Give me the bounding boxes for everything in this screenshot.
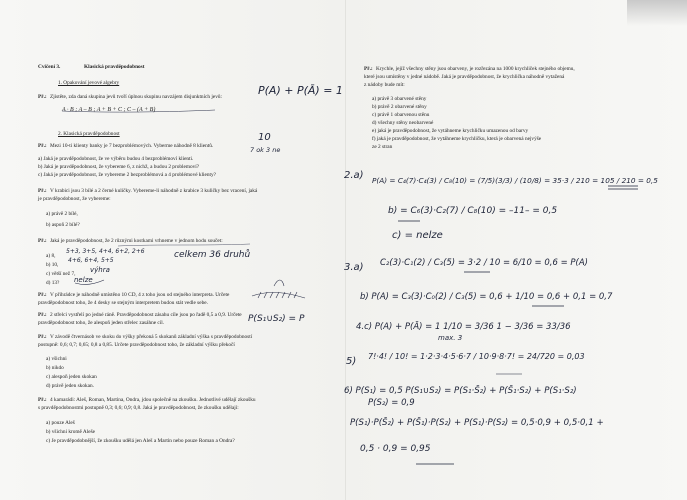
hw-6b: P(S₂) = 0,9 bbox=[368, 398, 415, 408]
problem-2-label: Př.: bbox=[38, 143, 47, 149]
problem-9-text-2: které jsou umístěny v jedné nádobě. Jaká je pravděpodobnost, že krychlička náhodně vytažená bbox=[364, 74, 565, 80]
right-ink-marks bbox=[346, 0, 687, 500]
hw-4c: 4.c) P(A) + P(Ā) = 1 1/10 = 3/36 1 − 3/36 = 33/36 bbox=[356, 322, 571, 332]
exercise-title: Cvičení 3. bbox=[38, 64, 61, 70]
problem-3-label: Př.: bbox=[38, 188, 47, 194]
problem-2-text: Mezi 10-ti klienty banky je 7 bezproblémových. Vyberme náhodně 8 klientů. bbox=[50, 143, 214, 149]
exercise-subtitle: Klasická pravděpodobnost bbox=[84, 64, 145, 70]
problem-2-question-c: c) Jaká je pravděpodobnost, že vybereme 2 bezproblémová a 4 problémové klienty? bbox=[38, 172, 216, 178]
handwritten-p4-note: celkem 36 druhů bbox=[174, 250, 251, 260]
problem-8-text-2: s pravděpodobnostmi postupně 0,3; 0,6; 0,9; 0,8. Jaká je pravděpodobnost, že zkoušku udělají: bbox=[38, 405, 239, 411]
problem-3-question-b: b) aspoň 2 bílé? bbox=[46, 222, 80, 228]
problem-7-question-b: b) nikdo bbox=[46, 365, 64, 371]
problem-7-label: Př.: bbox=[38, 334, 47, 340]
problem-7-question-d: d) právě jeden skokan. bbox=[46, 383, 94, 389]
problem-5-text-2: pravděpodobnost toho, že 4 desky se stejným interpretem budou stát vedle sebe. bbox=[38, 300, 208, 306]
hw-5-label: 5) bbox=[346, 356, 357, 367]
problem-3-question-a: a) právě 2 bílé, bbox=[46, 211, 78, 217]
problem-9-text-1: Krychle, jejíž všechny stěny jsou obarveny, je rozřezána na 1000 krychliček stejného objemu, bbox=[376, 66, 575, 72]
hw-6: 6) P(S₁) = 0,5 P(S₁∪S₂) = P(S₁·S̄₂) + P(S̄₁·S₂) + P(S₁·S₂) bbox=[344, 386, 577, 396]
handwritten-p4c: výhra bbox=[90, 266, 110, 274]
problem-7-question-c: c) alespoň jeden skokan bbox=[46, 374, 97, 380]
hw-2a-label: 2.a) bbox=[344, 170, 364, 181]
hw-2c: c) = nelze bbox=[392, 230, 443, 241]
problem-4-question-d: d) 13? bbox=[46, 280, 60, 286]
hw-6c: P(S₁)·P(S̄₂) + P(S̄₁)·P(S₂) + P(S₁)·P(S₂) = 0,5·0,9 + 0,5·0,1 + bbox=[350, 418, 604, 428]
problem-1-text: Zjistěte, zda daná skupina jevů tvoří úplnou skupinu navzájem disjunktních jevů: bbox=[50, 94, 222, 100]
problem-1-formula: A · B ; A – B ; A + B + C ; C – (A + B) bbox=[62, 107, 156, 113]
hw-5: 7!·4! / 10! = 1·2·3·4·5·6·7 / 10·9·8·7! = 24/720 = 0,03 bbox=[368, 352, 585, 361]
problem-7-text-2: postupně: 0,6; 0,7; 0,65; 0,8 a 0,85. Určete pravděpodobnost toho, že základní výšku překočí bbox=[38, 342, 235, 348]
problem-9-question-f-cont: ze 2 stran bbox=[372, 144, 393, 150]
handwritten-p4d: nelze bbox=[74, 276, 93, 284]
problem-6-label: Př.: bbox=[38, 312, 47, 318]
right-page bbox=[346, 0, 687, 500]
problem-9-question-d: d) všechny stěny neobarvené bbox=[372, 120, 434, 126]
problem-5-label: Př.: bbox=[38, 292, 47, 298]
problem-7-question-a: a) všichni bbox=[46, 356, 67, 362]
hw-2a: P(A) = C₄(7)·C₄(3) / C₈(10) = (7/5)(3/3) / (10/8) = 35·3 / 210 = 105 / 210 = 0,5 bbox=[372, 176, 658, 185]
problem-9-question-f: f) jaká je pravděpodobnost, že vytáhneme krychličku, která je obarvená nejvýše bbox=[372, 136, 542, 142]
problem-6-text-1: 2 střelci vystřelí po jedné ráně. Pravděpodobnost zásahu cíle jsou po řadě 0,5 a 0,9. Určete bbox=[50, 312, 242, 318]
hw-3b: b) P(A) = C₃(3)·C₀(2) / C₃(5) = 0,6 + 1/10 = 0,6 + 0,1 = 0,7 bbox=[360, 292, 613, 302]
problem-1-label: Př.: bbox=[38, 94, 47, 100]
problem-4-question-a: a) 8, bbox=[46, 253, 56, 259]
hw-4c-sub: max. 3 bbox=[438, 334, 463, 342]
problem-9-question-c: c) právě 1 obarvenou stěnu bbox=[372, 112, 430, 118]
problem-6-text-2: pravděpodobnost toho, že alespoň jeden střelec zasáhne cíl. bbox=[38, 320, 165, 326]
problem-8-label: Př.: bbox=[38, 397, 47, 403]
section-heading-2: 2. Klasická pravděpodobnost bbox=[58, 131, 120, 137]
problem-9-question-b: b) právě 2 obarvené stěny bbox=[372, 104, 427, 110]
problem-3-text-2: je pravděpodobnost, že vybereme: bbox=[38, 196, 111, 202]
problem-5-text-1: V přihrádce je náhodně umístěno 10 CD, 4 z toho jsou od stejného interpreta. Určete bbox=[50, 292, 230, 298]
problem-8-text-1: 4 kamarádi: Aleš, Roman, Martina, Ondra, jdou společně na zkoušku. Jednotlivé udělají zkoušku bbox=[50, 397, 256, 403]
problem-2-question-a: a) Jaká je pravděpodobnost, že ve výběru budou 4 bezproblémoví klienti. bbox=[38, 156, 194, 162]
problem-3-text-1: V krabici jsou 3 bílé a 2 černé kuličky. Vybereme-li náhodně z krabice 3 kuličky bez vracení, jaká bbox=[50, 188, 258, 194]
problem-7-text-1: V závodě čtvernásob ve skoku do výšky překoná 5 skokanů základní výška s pravděpodobností bbox=[50, 334, 253, 340]
problem-8-question-a: a) pouze Aleš bbox=[46, 420, 75, 426]
section-heading-1: 1. Opakování jevové algebry bbox=[58, 80, 120, 86]
handwritten-note-p1: P(A) + P(Ā) = 1 bbox=[258, 84, 343, 97]
problem-9-question-e: e) jaká je pravděpodobnost, že vytáhneme krychličku umazenou od barvy bbox=[372, 128, 529, 134]
handwritten-p4b: 4+6, 6+4, 5+5 bbox=[68, 257, 114, 264]
problem-9-text-3: z nádoby bude mít: bbox=[364, 82, 405, 88]
problem-8-question-c: c) Je pravděpodobnější, že zkoušku udělá jen Aleš a Martin nebo pouze Roman a Ondra? bbox=[46, 438, 235, 444]
handwritten-note-p2: 10 bbox=[258, 132, 271, 143]
handwritten-p4a: 5+3, 3+5, 4+4, 6+2, 2+6 bbox=[66, 248, 145, 255]
problem-4-question-b: b) 10, bbox=[46, 262, 59, 268]
problem-9-question-a: a) právě 3 obarvené stěny bbox=[372, 96, 427, 102]
handwritten-p6: P(S₁∪S₂) = P bbox=[248, 314, 305, 324]
problem-8-question-b: b) všichni kromě Aleše bbox=[46, 429, 95, 435]
hw-6d: 0,5 · 0,9 = 0,95 bbox=[360, 444, 431, 454]
problem-9-label: Př.: bbox=[364, 66, 373, 72]
problem-4-text: Jaká je pravděpodobnost, že 2 různými kostkami vrhneme v jednom hodu součet: bbox=[50, 238, 223, 244]
problem-4-label: Př.: bbox=[38, 238, 47, 244]
handwritten-note-p2b: 7 ok 3 ne bbox=[250, 146, 281, 154]
problem-4-question-c: c) větší než 7, bbox=[46, 271, 76, 277]
hw-3a-label: 3.a) bbox=[344, 262, 364, 273]
problem-2-question-b: b) Jaká je pravděpodobnost, že vybereme 6, z nichž, a budou 2 problemoví? bbox=[38, 164, 200, 170]
hw-3a: C₂(3)·C₁(2) / C₃(5) = 3·2 / 10 = 6/10 = 0,6 = P(A) bbox=[380, 258, 589, 268]
hw-2b: b) = C₆(3)·C₂(7) / C₈(10) = –11– = 0,5 bbox=[388, 206, 558, 216]
